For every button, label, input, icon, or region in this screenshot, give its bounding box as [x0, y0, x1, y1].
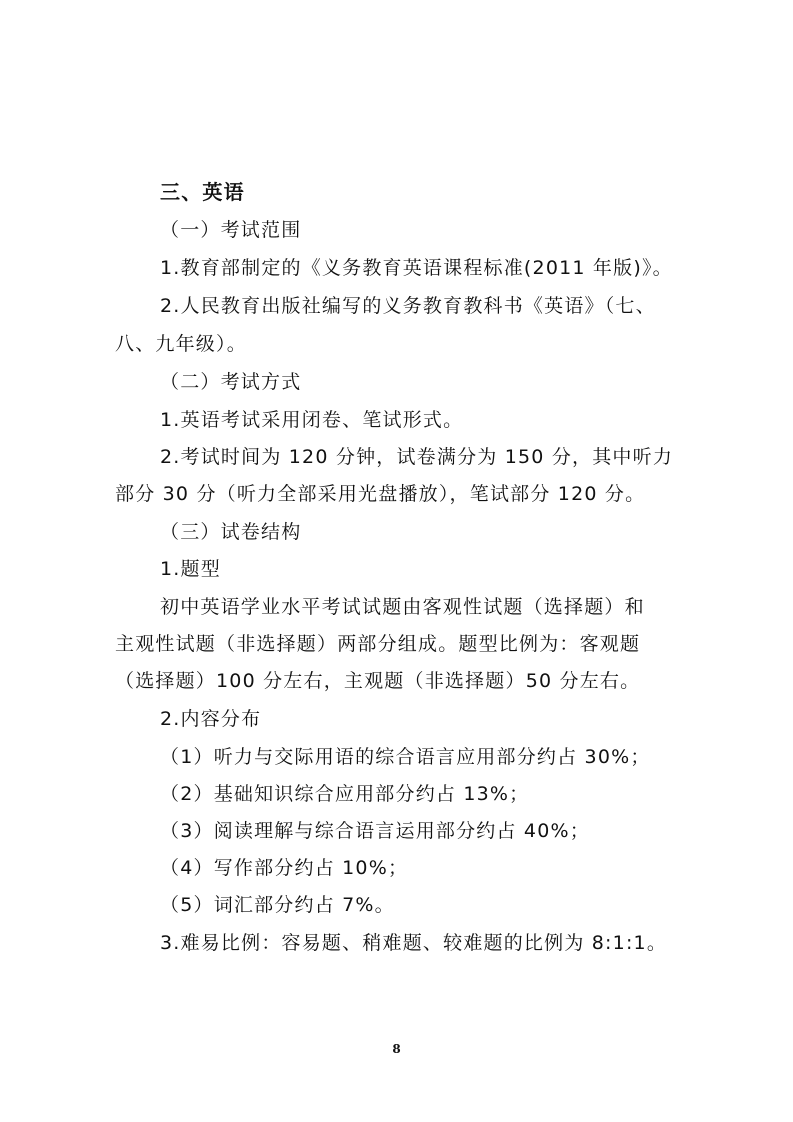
- paragraph-line: 1.教育部制定的《义务教育英语课程标准(2011 年版)》。: [160, 257, 673, 279]
- list-item: （3）阅读理解与综合语言运用部分约占 40%；: [160, 820, 590, 842]
- paragraph-line: 2.人民教育出版社编写的义务教育教科书《英语》（七、: [160, 295, 656, 317]
- paragraph-line: 2.内容分布: [160, 708, 262, 730]
- list-item: （1）听力与交际用语的综合语言应用部分约占 30%；: [160, 746, 651, 768]
- page-number: 8: [392, 1042, 401, 1056]
- paragraph-line: 1.题型: [160, 558, 221, 580]
- paragraph-line: 1.英语考试采用闭卷、笔试形式。: [160, 409, 464, 431]
- paragraph-line: 八、九年级）。: [115, 333, 247, 355]
- section-heading: 三、英语: [160, 180, 245, 204]
- paragraph-line: 部分 30 分（听力全部采用光盘播放），笔试部分 120 分。: [115, 483, 646, 505]
- list-item: （4）写作部分约占 10%；: [160, 857, 409, 879]
- paragraph-line: 2.考试时间为 120 分钟，试卷满分为 150 分，其中听力: [160, 446, 674, 468]
- paragraph-line: （选择题）100 分左右，主观题（非选择题）50 分左右。: [115, 670, 641, 692]
- paragraph-line: 3.难易比例：容易题、稍难题、较难题的比例为 8:1:1。: [160, 932, 668, 954]
- list-item: （2）基础知识综合应用部分约占 13%；: [160, 783, 530, 805]
- subsection-exam-method: （二）考试方式: [160, 371, 302, 393]
- paragraph-line: 主观性试题（非选择题）两部分组成。题型比例为：客观题: [115, 633, 641, 655]
- list-item: （5）词汇部分约占 7%。: [160, 894, 395, 916]
- subsection-paper-structure: （三）试卷结构: [160, 521, 302, 543]
- paragraph-line: 初中英语学业水平考试试题由客观性试题（选择题）和: [160, 596, 645, 618]
- subsection-exam-scope: （一）考试范围: [160, 219, 302, 241]
